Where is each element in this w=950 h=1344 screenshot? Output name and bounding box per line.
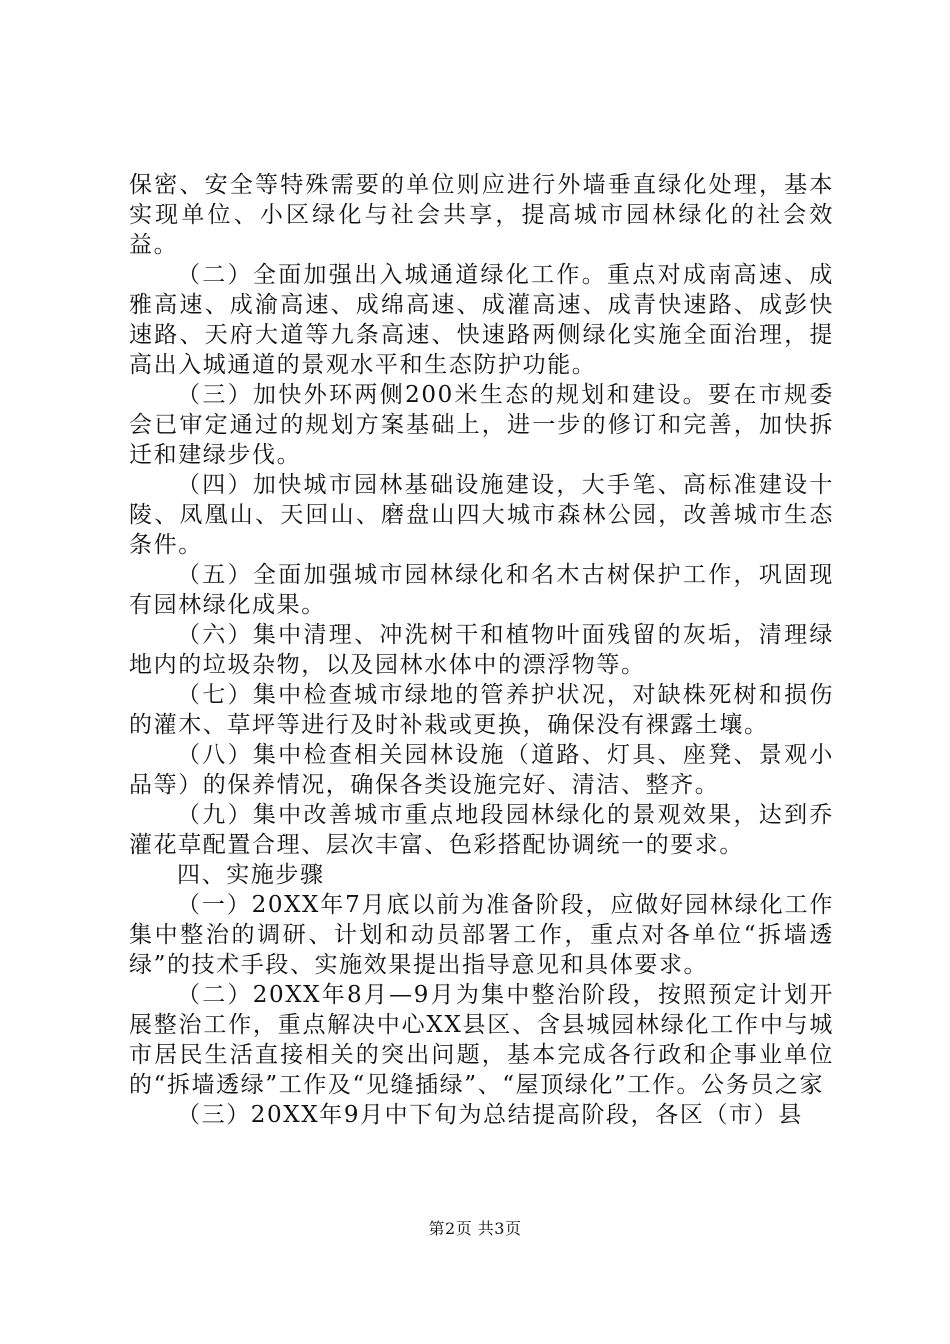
paragraph: （三）加快外环两侧200米生态的规划和建设。要在市规委会已审定通过的规划方案基础上，进一步的修订和完善，加快拆迁和建绿步伐。	[129, 382, 834, 468]
paragraph: （一）20XX年7月底以前为准备阶段，应做好园林绿化工作集中整治的调研、计划和动员部署工作，重点对各单位“拆墙透绿”的技术手段、实施效果提出指导意见和具体要求。	[129, 892, 834, 978]
paragraph: （七）集中检查城市绿地的管养护状况，对缺株死树和损伤的灌木、草坪等进行及时补栽或更换，确保没有裸露土壤。	[129, 682, 834, 738]
paragraph: （五）全面加强城市园林绿化和名木古树保护工作，巩固现有园林绿化成果。	[129, 562, 834, 618]
paragraph: （二）全面加强出入城通道绿化工作。重点对成南高速、成雅高速、成渝高速、成绵高速、成灌高速、成青快速路、成彭快速路、天府大道等九条高速、快速路两侧绿化实施全面治理，提高出入城通道的景观水平和生态防护功能。	[129, 262, 834, 378]
paragraph: （八）集中检查相关园林设施（道路、灯具、座凳、景观小品等）的保养情况，确保各类设施完好、清洁、整齐。	[129, 742, 834, 798]
paragraph: （二）20XX年8月—9月为集中整治阶段，按照预定计划开展整治工作，重点解决中心XX县区、含县城园林绿化工作中与城市居民生活直接相关的突出问题，基本完成各行政和企事业单位的“拆墙透绿”工作及“见缝插绿”、“屋顶绿化”工作。公务员之家	[129, 982, 834, 1098]
paragraph: （九）集中改善城市重点地段园林绿化的景观效果，达到乔灌花草配置合理、层次丰富、色彩搭配协调统一的要求。	[129, 802, 834, 858]
document-body	[129, 170, 834, 1130]
paragraph: （三）20XX年9月中下旬为总结提高阶段，各区（市）县	[177, 1102, 803, 1128]
paragraph: 四、实施步骤	[177, 862, 325, 888]
paragraph: 保密、安全等特殊需要的单位则应进行外墙垂直绿化处理，基本实现单位、小区绿化与社会共享，提高城市园林绿化的社会效益。	[129, 172, 834, 258]
paragraph: （六）集中清理、冲洗树干和植物叶面残留的灰垢，清理绿地内的垃圾杂物，以及园林水体中的漂浮物等。	[129, 622, 834, 678]
paragraph: （四）加快城市园林基础设施建设，大手笔、高标准建设十陵、凤凰山、天回山、磨盘山四大城市森林公园，改善城市生态条件。	[129, 472, 834, 558]
page-footer: 第2页 共3页	[428, 1219, 522, 1238]
